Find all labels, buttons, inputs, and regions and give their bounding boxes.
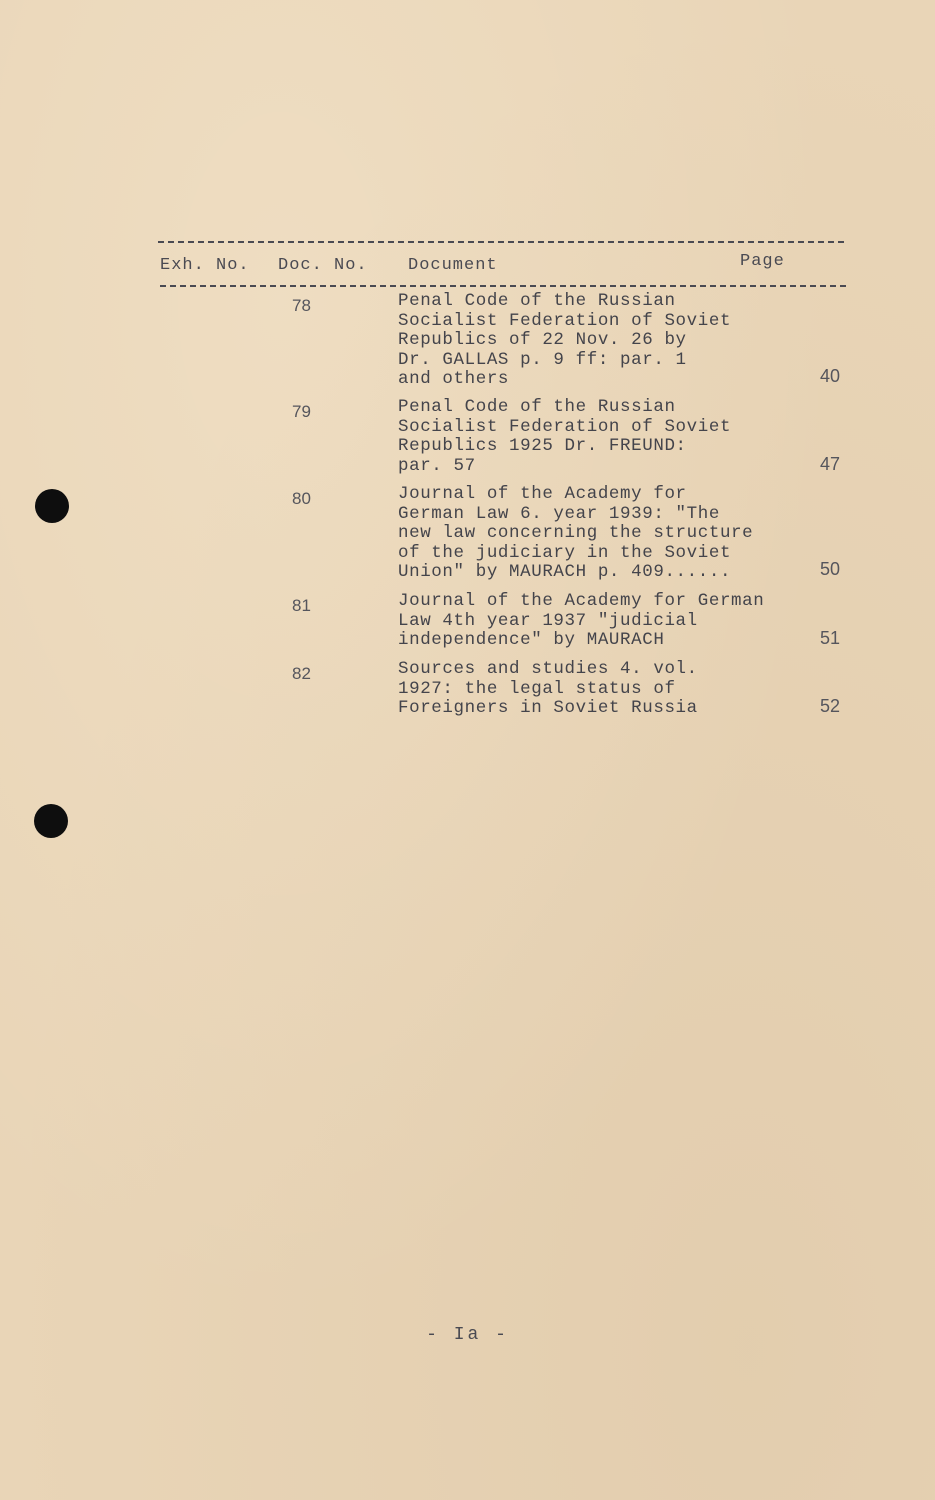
punch-hole-lower: [34, 804, 68, 838]
document-description: Sources and studies 4. vol. 1927: the legal status of Foreigners in Soviet Russia: [398, 659, 698, 718]
document-description: Journal of the Academy for German Law 4th year 1937 "judicial independence" by MAURACH: [398, 591, 765, 650]
header-document: Document: [408, 256, 498, 275]
document-description: Journal of the Academy for German Law 6. year 1939: "The new law concerning the structure of the judiciary in the Soviet Union" by MAURACH p. 409......: [398, 484, 754, 582]
doc-number: 78: [292, 296, 311, 315]
page-number: 50: [819, 559, 840, 579]
page-number: 51: [819, 628, 840, 648]
doc-number: 80: [292, 489, 311, 508]
page-number: 40: [819, 366, 840, 386]
document-description: Penal Code of the Russian Socialist Federation of Soviet Republics of 22 Nov. 26 by Dr. GALLAS p. 9 ff: par. 1 and others: [398, 291, 732, 389]
doc-number: 81: [292, 596, 311, 615]
punch-hole-upper: [35, 489, 69, 523]
page-number: 47: [819, 454, 840, 474]
header-page: Page: [740, 252, 785, 271]
header-top-rule: [158, 241, 844, 243]
header-bottom-rule: [160, 285, 846, 287]
header-doc-no: Doc. No.: [278, 256, 368, 275]
page-footer-label: - Ia -: [426, 1325, 509, 1345]
header-exh-no: Exh. No.: [160, 256, 250, 275]
doc-number: 79: [292, 402, 311, 421]
doc-number: 82: [292, 664, 311, 683]
page-number: 52: [819, 696, 840, 716]
document-description: Penal Code of the Russian Socialist Federation of Soviet Republics 1925 Dr. FREUND: par. 57: [398, 397, 732, 476]
